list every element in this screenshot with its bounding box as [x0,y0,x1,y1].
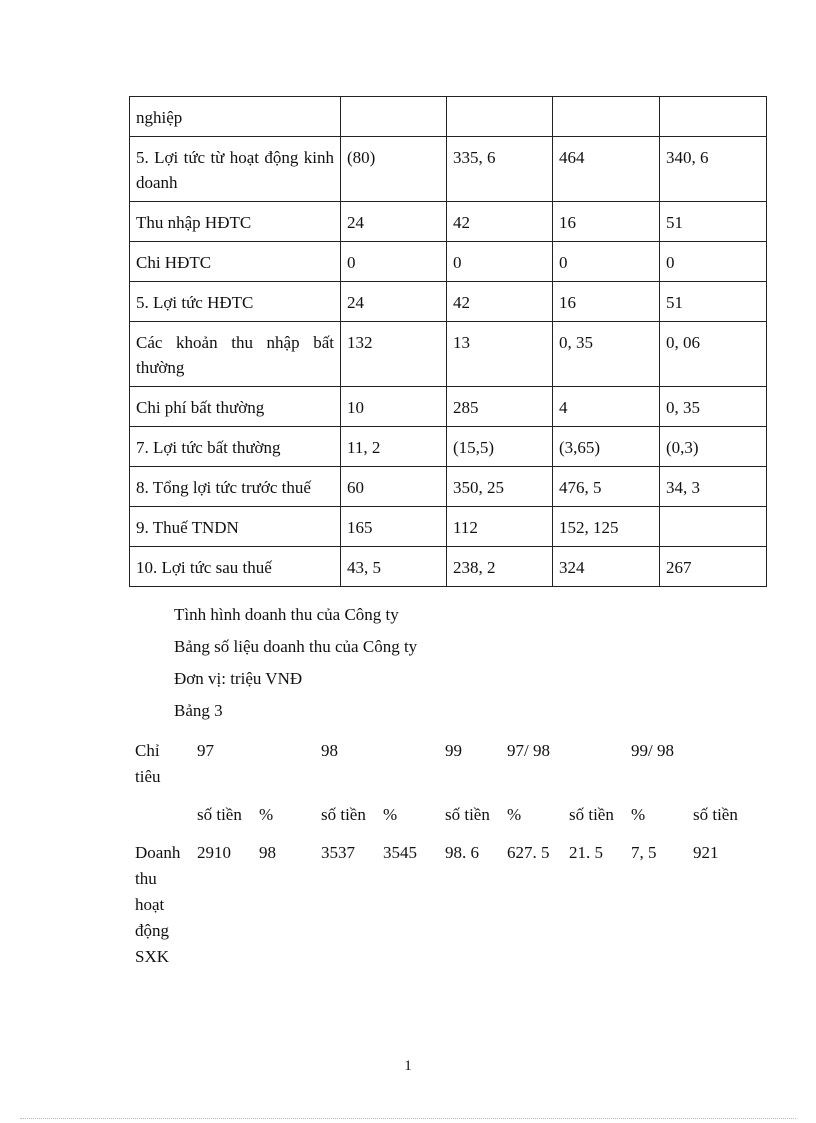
value-cell: 60 [341,467,447,507]
revenue-table [129,734,749,978]
value-cell: 2910 [197,843,231,862]
value-cell: 165 [341,507,447,547]
value-cell: 0 [553,242,660,282]
table-row [130,282,767,322]
value-cell: 0, 35 [660,387,767,427]
footer-divider [20,1118,796,1119]
value-cell: 0 [660,242,767,282]
value-cell: 34, 3 [660,467,767,507]
value-cell: 335, 6 [447,137,553,202]
table-row [130,507,767,547]
header-cell [253,734,315,798]
row-label-cell: nghiệp [130,97,341,137]
table-row [129,836,749,978]
header-cell: % [259,805,274,824]
value-cell: 51 [660,282,767,322]
header-cell [687,734,749,798]
value-cell: 11, 2 [341,427,447,467]
profit-table [129,96,767,587]
value-cell: 24 [341,202,447,242]
value-cell [341,97,447,137]
table-row [130,427,767,467]
row-label-cell: 7. Lợi tức bất thường [130,427,341,467]
value-cell: 43, 5 [341,547,447,587]
value-cell: 132 [341,322,447,387]
value-cell: 10 [341,387,447,427]
value-cell: 98. 6 [445,843,479,862]
value-cell: 42 [447,202,553,242]
table-row [130,322,767,387]
table-row [130,467,767,507]
table-row [130,387,767,427]
header-cell: 99 [445,741,462,760]
row-label-cell: Các khoản thu nhập bất thường [130,322,341,387]
value-cell: 3537 [321,843,355,862]
table-row [130,242,767,282]
revenue-notes [174,602,417,730]
header-cell: % [631,805,646,824]
page-number: 1 [404,1058,412,1074]
revenue-table-body [129,734,749,978]
row-label-cell: Chi HĐTC [130,242,341,282]
value-cell: 152, 125 [553,507,660,547]
value-cell [660,97,767,137]
header-cell: số tiền [321,805,366,824]
table-number: Bảng 3 [174,701,223,720]
section-title: Tình hình doanh thu của Công ty [174,605,399,624]
value-cell: 51 [660,202,767,242]
value-cell: 13 [447,322,553,387]
row-label-cell: 9. Thuế TNDN [130,507,341,547]
header-row [129,734,749,798]
value-cell: 267 [660,547,767,587]
header-cell: 98 [321,741,338,760]
unit-label: Đơn vị: triệu VNĐ [174,669,303,688]
value-cell: 16 [553,282,660,322]
value-cell: 42 [447,282,553,322]
value-cell: 921 [693,843,719,862]
value-cell: 3545 [383,843,417,862]
value-cell: Doanh thu hoạt động SXK [135,843,181,966]
value-cell: 0 [341,242,447,282]
value-cell: 4 [553,387,660,427]
row-label-cell: 10. Lợi tức sau thuế [130,547,341,587]
row-label-cell: 5. Lợi tức từ hoạt động kinh doanh [130,137,341,202]
value-cell: 238, 2 [447,547,553,587]
table-row [130,97,767,137]
value-cell [660,507,767,547]
header-row [129,798,749,836]
value-cell: 0, 06 [660,322,767,387]
table-row [130,202,767,242]
header-cell: 97 [197,741,214,760]
row-label-cell: 8. Tổng lợi tức trước thuế [130,467,341,507]
value-cell [553,97,660,137]
row-label-cell: Chi phí bất thường [130,387,341,427]
header-cell: Chỉ tiêu [135,741,161,786]
value-cell: (80) [341,137,447,202]
value-cell: 350, 25 [447,467,553,507]
value-cell: 112 [447,507,553,547]
header-cell: 99/ 98 [631,741,674,760]
header-cell [563,734,625,798]
value-cell: 21. 5 [569,843,603,862]
value-cell: 0 [447,242,553,282]
profit-table-body [130,97,767,587]
header-cell: số tiền [693,805,738,824]
row-label-cell: 5. Lợi tức HĐTC [130,282,341,322]
table-row [130,137,767,202]
value-cell: 16 [553,202,660,242]
header-cell [129,798,191,836]
value-cell: 0, 35 [553,322,660,387]
value-cell: 98 [259,843,276,862]
header-cell: số tiền [197,805,242,824]
value-cell: (15,5) [447,427,553,467]
value-cell: 7, 5 [631,843,657,862]
header-cell: số tiền [569,805,614,824]
value-cell [447,97,553,137]
row-label-cell: Thu nhập HĐTC [130,202,341,242]
header-cell: % [507,805,522,824]
header-cell [377,734,439,798]
value-cell: 627. 5 [507,843,550,862]
value-cell: (3,65) [553,427,660,467]
header-cell: % [383,805,398,824]
value-cell: 285 [447,387,553,427]
value-cell: 476, 5 [553,467,660,507]
header-cell: 97/ 98 [507,741,550,760]
value-cell: 324 [553,547,660,587]
value-cell: 340, 6 [660,137,767,202]
value-cell: 464 [553,137,660,202]
table-row [130,547,767,587]
header-cell: số tiền [445,805,490,824]
table-caption: Bảng số liệu doanh thu của Công ty [174,637,418,656]
value-cell: (0,3) [660,427,767,467]
value-cell: 24 [341,282,447,322]
